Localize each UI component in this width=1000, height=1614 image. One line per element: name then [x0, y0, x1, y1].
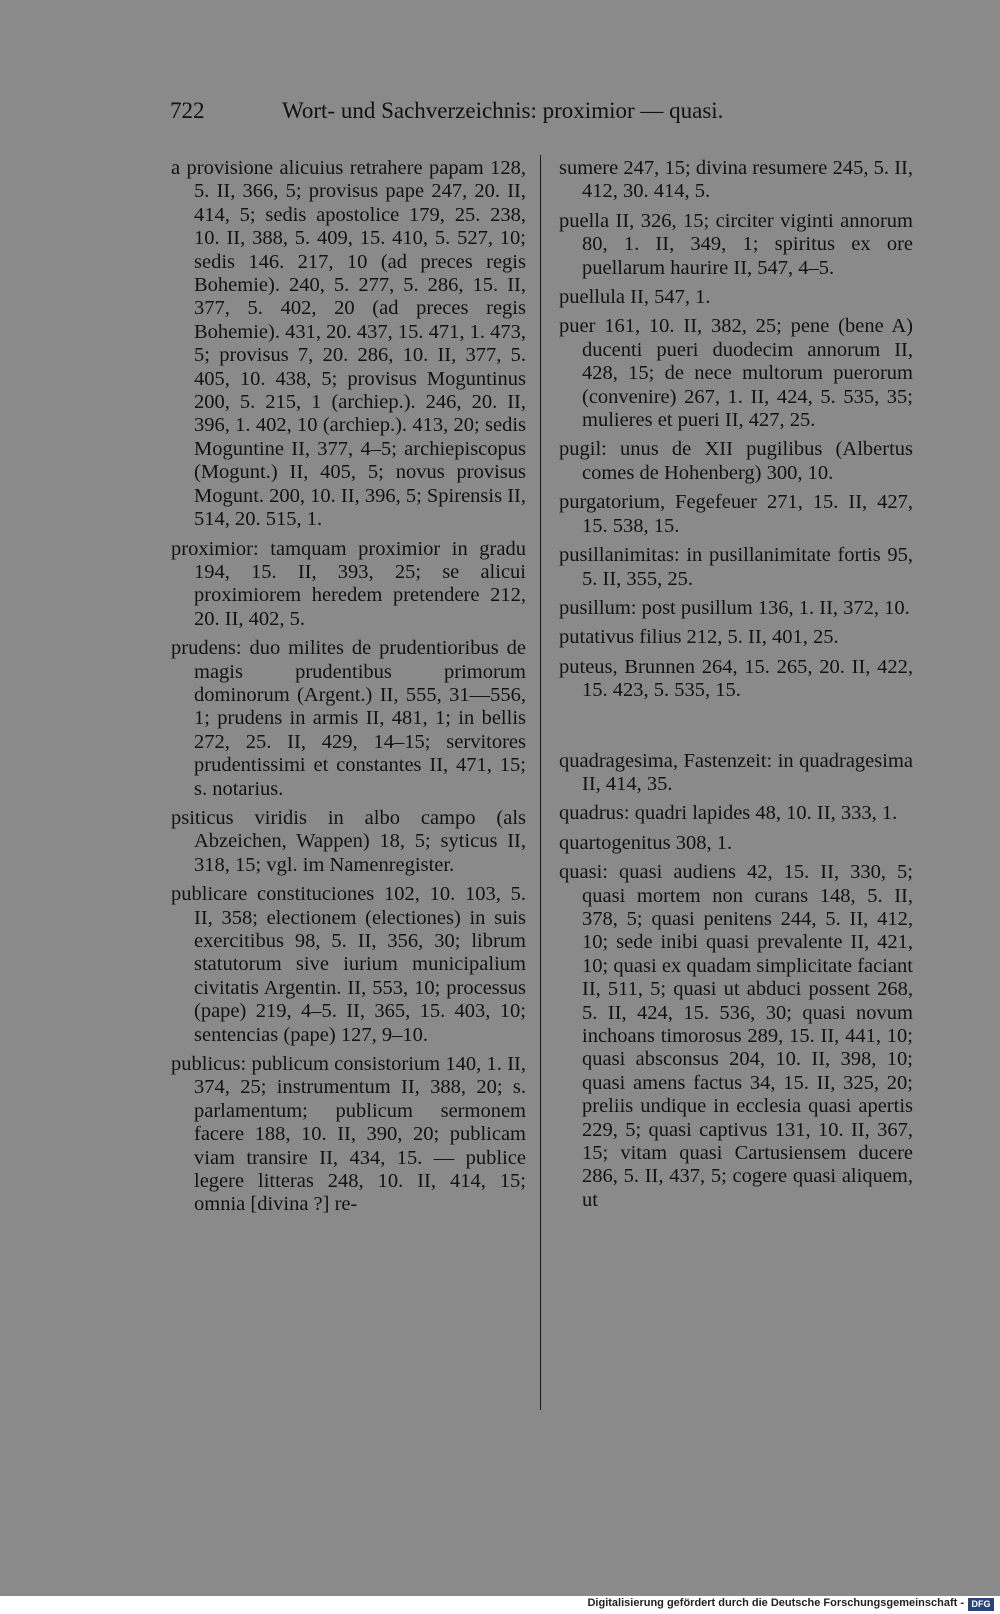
index-entry: publicare constituciones 102, 10. 103, 5. II, 358; electionem (electiones) in suis exercitibus 98, 5. II, 356, 30; librum statutorum sive iurium municipalium civitatis Argentin. II, 553, 10; processus (pape) 219, 4–5. II, 365, 15. 403, 10; sentencias (pape) 127, 9–10. [171, 883, 526, 1046]
index-entry: proximior: tamquam proximior in gradu 194, 15. II, 393, 25; se alicui proximiorem heredem pretendere 212, 20. II, 402, 5. [171, 537, 526, 630]
dfg-logo-icon: DFG [968, 1598, 994, 1611]
index-entry: quadragesima, Fastenzeit: in quadragesima II, 414, 35. [559, 749, 913, 795]
index-entry: pusillanimitas: in pusillanimitate fortis 95, 5. II, 355, 25. [559, 544, 913, 590]
index-entry: psiticus viridis in albo campo (als Abzeichen, Wappen) 18, 5; syticus II, 318, 15; vgl. im Namenregister. [171, 806, 526, 876]
index-entry: pugil: unus de XII pugilibus (Albertus comes de Hohenberg) 300, 10. [559, 438, 913, 484]
index-entry: putativus filius 212, 5. II, 401, 25. [559, 626, 839, 649]
funding-credit: Digitalisierung gefördert durch die Deutsche Forschungsgemeinschaft - [587, 1597, 964, 1609]
index-entry: a provisione alicuius retrahere papam 128, 5. II, 366, 5; provisus pape 247, 20. II, 414, 5; sedis apostolice 179, 25. 238, 10. II, 388, 5. 409, 15. 410, 5. 527, 10; sedis 146. 217, 10 (ad preces regis Bohemie). 240, 5. 277, 5. 286, 15. II, 377, 5. 402, 20 (ad preces regis Bohemie). 431, 20. 437, 15. 471, 1. 473, 5; provisus 7, 20. 286, 10. II, 377, 5. 405, 10. 438, 5; provisus Moguntinus 200, 5. 215, 1 (archiep.). 246, 20. II, 396, 1. 402, 10 (archiep.). 413, 20; sedis Moguntine II, 377, 4–5; archiepiscopus (Mogunt.) II, 405, 5; novus provisus Mogunt. 200, 10. II, 396, 5; Spirensis II, 514, 20. 515, 1. [171, 157, 526, 531]
index-entry: puer 161, 10. II, 382, 25; pene (bene A) ducenti pueri duodecim annorum II, 428, 15; de nece multorum puerorum (convenire) 267, 1. II, 424, 5. 535, 35; mulieres et pueri II, 427, 25. [559, 315, 913, 432]
right-column [559, 157, 913, 1218]
index-entry: sumere 247, 15; divina resumere 245, 5. II, 412, 30. 414, 5. [559, 157, 913, 203]
running-head [170, 98, 810, 132]
index-entry: puella II, 326, 15; circiter viginti annorum 80, 1. II, 349, 1; spiritus ex ore puellarum haurire II, 547, 4–5. [559, 209, 913, 279]
digitization-footer [0, 1596, 1000, 1614]
column-divider [540, 155, 541, 1410]
index-entry: purgatorium, Fegefeuer 271, 15. II, 427, 15. 538, 15. [559, 491, 913, 537]
left-column [171, 157, 526, 1223]
index-entry: puteus, Brunnen 264, 15. 265, 20. II, 422, 15. 423, 5. 535, 15. [559, 655, 913, 702]
index-entry: publicus: publicum consistorium 140, 1. II, 374, 25; instrumentum II, 388, 20; s. parlamentum; publicum sermonem facere 188, 10. II, 390, 20; publicam viam transire II, 434, 15. — publice legere litteras 248, 10. II, 414, 15; omnia [divina ?] re- [171, 1053, 526, 1216]
page-title: Wort- und Sachverzeichnis: proximior — quasi. [282, 98, 724, 123]
index-entry: prudens: duo milites de prudentioribus de magis prudentibus primorum dominorum (Argent.) II, 555, 31—556, 1; prudens in armis II, 481, 1; in bellis 272, 25. II, 429, 14–15; servitores prudentissimi et constantes II, 471, 15; s. notarius. [171, 637, 526, 800]
page-number: 722 [170, 98, 205, 123]
index-entry: quasi: quasi audiens 42, 15. II, 330, 5; quasi mortem non curans 148, 5. II, 378, 5; quasi penitens 244, 5. II, 412, 10; sede inibi quasi prevalente II, 421, 10; quasi ex quadam simplicitate faciant II, 511, 5; quasi ut abduci possent 268, 5. II, 424, 15. 536, 30; quasi novum inchoans timorosus 289, 15. II, 441, 10; quasi absconsus 204, 10. II, 398, 10; quasi amens factus 34, 15. II, 325, 20; preliis undique in ecclesia quasi apertis 229, 5; quasi captivus 131, 10. II, 367, 15; vitam quasi Cartusiensem ducere 286, 5. II, 437, 5; cogere quasi aliquem, ut [559, 861, 913, 1211]
index-entry: puellula II, 547, 1. [559, 286, 711, 309]
index-entry: pusillum: post pusillum 136, 1. II, 372, 10. [559, 596, 910, 619]
index-entry: quartogenitus 308, 1. [559, 831, 733, 854]
index-entry: quadrus: quadri lapides 48, 10. II, 333, 1. [559, 802, 898, 825]
